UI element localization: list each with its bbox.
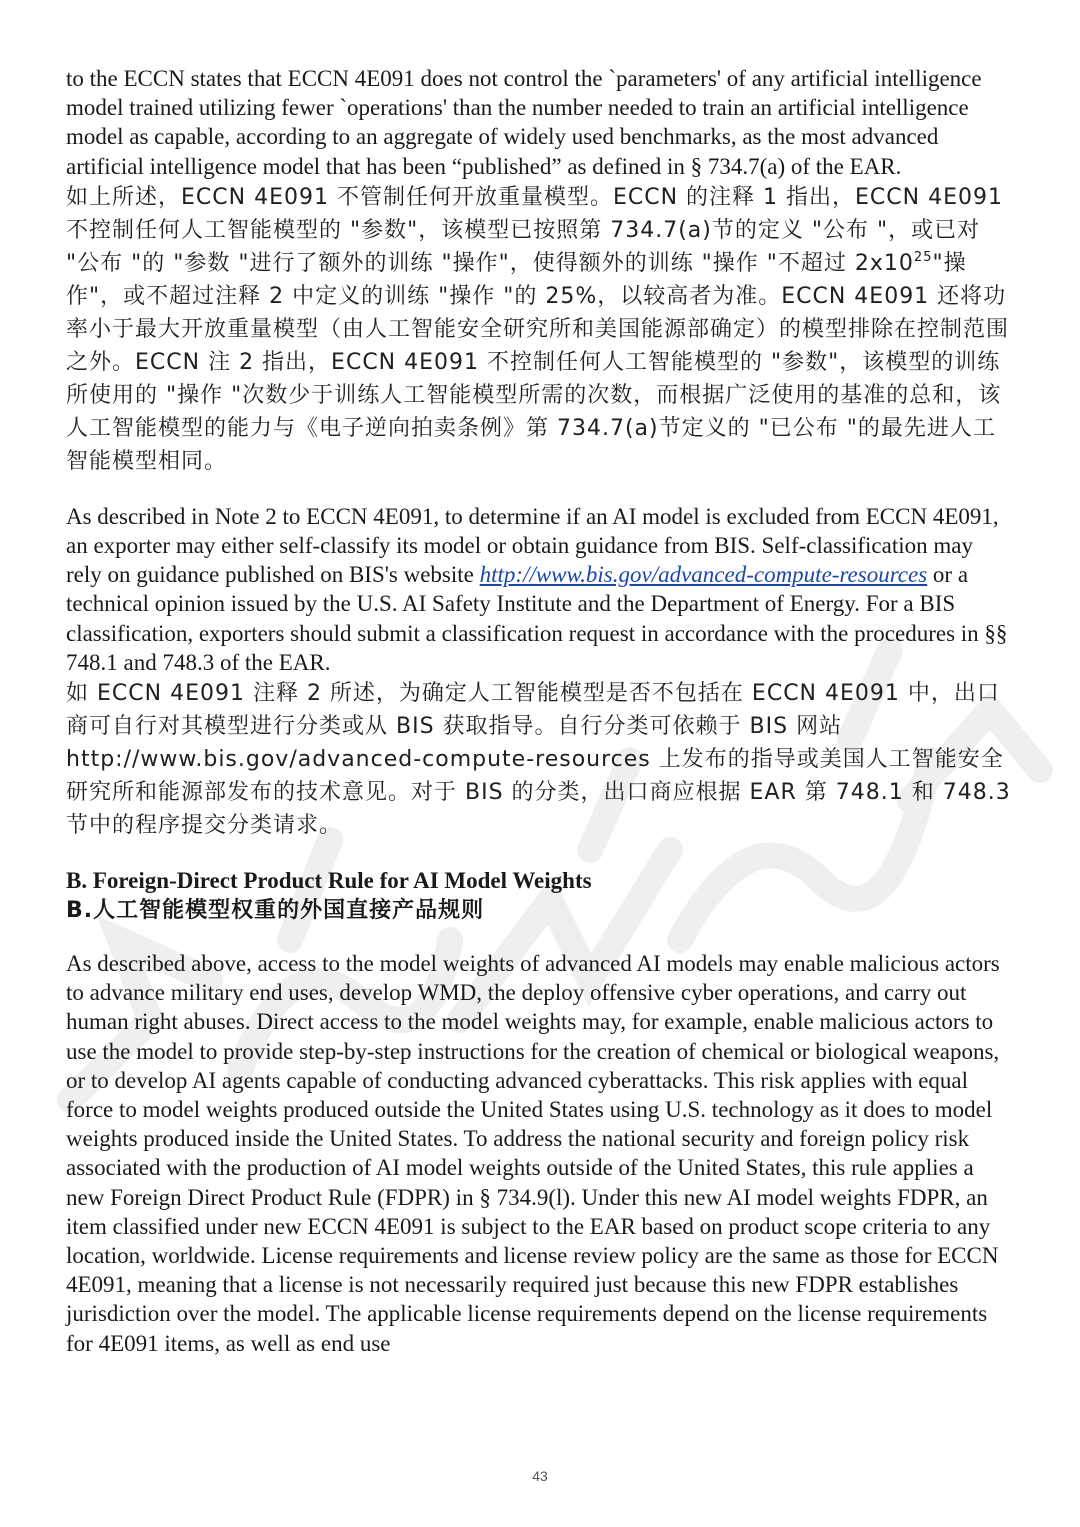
paragraph-1-chinese-part-a: 如上所述，ECCN 4E091 不管制任何开放重量模型。ECCN 的注释 1 指出，ECCN 4E091 不控制任何人工智能模型的 "参数"，该模型已按照第 734.7(a)节的定义 "公布 "，或已对 "公布 "的 "参数 "进行了额外的训练 "操作"，使得额外的训练 "操作 "不超过 2x10 [66,184,1003,276]
bis-website-link[interactable]: http://www.bis.gov/advanced-compute-resources [479,562,928,588]
exponent-superscript: 25 [913,249,933,265]
section-heading-chinese: B.人工智能模型权重的外国直接产品规则 [66,898,485,924]
paragraph-1-english: to the ECCN states that ECCN 4E091 does not control the `parameters' of any artificial intelligence model trained utilizing fewer `operations' than the number needed to train an artificial intelligence model as capable, according to an aggregate of widely used benchmarks, as the most advanced artificial intelligence model that has been “published” as defined in § 734.7(a) of the EAR. [66,66,982,179]
paragraph-2-chinese: 如 ECCN 4E091 注释 2 所述，为确定人工智能模型是否不包括在 ECCN 4E091 中，出口商可自行对其模型进行分类或从 BIS 获取指导。自行分类可依赖于 BIS 网站 http://www.bis.gov/advanced-compute-resources 上发布的指导或美国人工智能安全研究所和能源部发布的技术意见。对于 BIS 的分类，出口商应根据 EAR 第 748.1 和 748.3 节中的程序提交分类请求。 [66,681,1011,839]
paragraph-1-chinese [66,181,1011,478]
paragraph-2-english [66,502,1011,677]
section-heading-english: B. Foreign-Direct Product Rule for AI Model Weights [66,868,592,894]
paragraph-1-chinese-part-b: "操作"，或不超过注释 2 中定义的训练 "操作 "的 25%，以较高者为准。ECCN 4E091 还将功率小于最大开放重量模型（由人工智能安全研究所和美国能源部确定）的模型排除在控制范围之外。ECCN 注 2 指出，ECCN 4E091 不控制任何人工智能模型的 "参数"，该模型的训练所使用的 "操作 "次数少于训练人工智能模型所需的次数，而根据广泛使用的基准的总和，该人工智能模型的能力与《电子逆向拍卖条例》第 734.7(a)节定义的 "已公布 "的最先进人工智能模型相同。 [66,250,1010,474]
page-number: 43 [532,1468,548,1484]
spacer [66,842,1011,866]
spacer [66,478,1011,502]
paragraph-2-english-part-b: or a technical opinion issued by the U.S. AI Safety Institute and the Department of Energy. For a BIS classification, exporters should submit a classification request in accordance with the procedures in §§ 748.1 and 748.3 of the EAR. [66,562,1008,675]
spacer [66,927,1011,949]
page-content [66,64,1011,1358]
paragraph-3-english: As described above, access to the model weights of advanced AI models may enable malicious actors to advance military end uses, develop WMD, the deploy offensive cyber operations, and carry out human right abuses. Direct access to the model weights may, for example, enable malicious actors to use the model to provide step-by-step instructions for the creation of chemical or biological weapons, or to develop AI agents capable of conducting advanced cyberattacks. This risk applies with equal force to model weights produced outside the United States using U.S. technology as it does to model weights produced inside the United States. To address the national security and foreign policy risk associated with the production of AI model weights outside of the United States, this rule applies a new Foreign Direct Product Rule (FDPR) in § 734.9(l). Under this new AI model weights FDPR, an item classified under new ECCN 4E091 is subject to the EAR based on product scope criteria to any location, worldwide. License requirements and license review policy are the same as those for ECCN 4E091, meaning that a license is not necessarily required just because this new FDPR establishes jurisdiction over the model. The applicable license requirements depend on the license requirements for 4E091 items, as well as end use [66,951,1000,1356]
paragraph-2-english-part-a: As described in Note 2 to ECCN 4E091, to determine if an AI model is excluded from ECCN 4E091, an exporter may either self-classify its model or obtain guidance from BIS. Self-classification may rely on guidance published on BIS's website [66,503,999,588]
